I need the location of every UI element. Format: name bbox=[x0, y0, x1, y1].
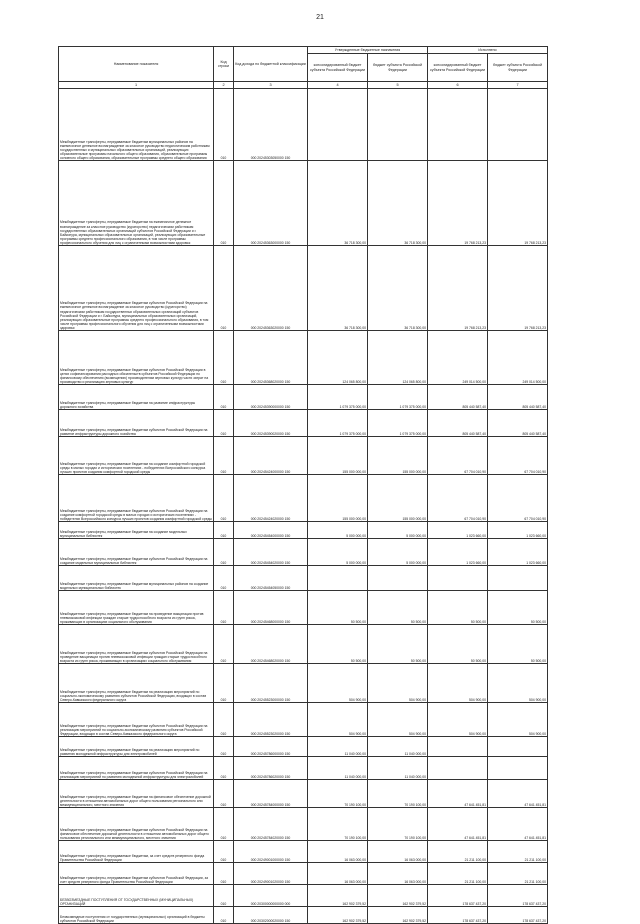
header-executed: Исполнено bbox=[428, 47, 548, 54]
row-executed-consolidated: 805 440 587,40 bbox=[428, 385, 488, 410]
row-approved-consolidated: 11 040 000,00 bbox=[308, 737, 368, 757]
row-approved-subject: 5 000 000,00 bbox=[368, 522, 428, 539]
row-executed-consolidated: 504 900,00 bbox=[428, 664, 488, 703]
table-row bbox=[59, 591, 548, 625]
col-number: 4 bbox=[308, 82, 368, 89]
row-approved-consolidated: 155 000 000,00 bbox=[308, 437, 368, 475]
row-name: Межбюджетные трансферты, передаваемые бюджетам субъектов Российской Федерации на реализацию мероприятий по развитию молодежной инфраструктуры для электромобилей bbox=[59, 757, 214, 780]
row-approved-consolidated: 70 190 100,00 bbox=[308, 780, 368, 808]
row-approved-subject: 5 000 000,00 bbox=[368, 539, 428, 566]
row-executed-subject: 1 023 660,00 bbox=[488, 539, 548, 566]
row-executed-consolidated: 50 500,00 bbox=[428, 591, 488, 625]
row-approved-subject: 11 040 000,00 bbox=[368, 737, 428, 757]
row-code: 010 bbox=[214, 246, 234, 331]
table-row bbox=[59, 664, 548, 703]
row-executed-subject: 504 900,00 bbox=[488, 703, 548, 737]
row-approved-consolidated: 504 900,00 bbox=[308, 703, 368, 737]
row-executed-consolidated: 178 637 437,20 bbox=[428, 907, 488, 924]
row-income-code: 000 20245390000000 150 bbox=[234, 385, 308, 410]
row-approved-subject: 504 900,00 bbox=[368, 664, 428, 703]
row-approved-subject bbox=[368, 89, 428, 161]
row-executed-subject: 249 014 500,00 bbox=[488, 331, 548, 385]
row-executed-subject: 19 768 213,23 bbox=[488, 246, 548, 331]
row-income-code: 000 20245523020000 150 bbox=[234, 703, 308, 737]
row-code: 010 bbox=[214, 737, 234, 757]
table-row bbox=[59, 841, 548, 863]
row-executed-consolidated: 1 023 660,00 bbox=[428, 522, 488, 539]
row-income-code: 000 20302000020000 150 bbox=[234, 907, 308, 924]
row-code: 010 bbox=[214, 703, 234, 737]
row-executed-consolidated: 67 704 010,90 bbox=[428, 437, 488, 475]
row-code: 010 bbox=[214, 664, 234, 703]
row-executed-subject: 19 768 213,23 bbox=[488, 161, 548, 246]
table-row bbox=[59, 885, 548, 907]
row-code: 010 bbox=[214, 780, 234, 808]
row-name: Межбюджетные трансферты, передаваемые бюджетам субъектов Российской Федерации на проведение вакцинации против пневмококковой инфекции граждан старше трудоспособного возраста из групп риска, проживающих в организациях социального обслуживания bbox=[59, 625, 214, 664]
table-row bbox=[59, 539, 548, 566]
row-income-code: 000 20245468020000 150 bbox=[234, 625, 308, 664]
row-name: Межбюджетные трансферты, передаваемые бюджетам субъектов Российской Федерации на финансовое обеспечение дорожной деятельности в отношении автомобильных дорог общего пользования регионального или межмуниципального, местного значения bbox=[59, 808, 214, 841]
row-income-code: 000 20245363000000 150 bbox=[234, 161, 308, 246]
row-name: Межбюджетные трансферты, передаваемые бюджетам на ежемесячное денежное вознаграждение за классное руководство (кураторство) педагогическим работникам государственных образовательных организаций субъектов Российской Федерации и г. Байконура, муниципальных образовательных организаций, реализующих образовательные программы среднего профессионального образования, в том числе программы профессионального обучения для лиц с ограниченными возможностями здоровья bbox=[59, 161, 214, 246]
row-approved-subject bbox=[368, 566, 428, 591]
row-executed-consolidated: 50 500,00 bbox=[428, 625, 488, 664]
row-approved-subject: 1 079 375 000,00 bbox=[368, 410, 428, 437]
row-approved-consolidated: 16 063 000,00 bbox=[308, 841, 368, 863]
row-name: Межбюджетные трансферты, передаваемые бюджетам субъектов Российской Федерации на создание комфортной городской среды в малых городах и исторических поселениях - победителях Всероссийского конкурса лучших проектов создания комфортной городской среды bbox=[59, 475, 214, 522]
row-income-code: 000 20245784020000 150 bbox=[234, 808, 308, 841]
row-code: 010 bbox=[214, 863, 234, 885]
row-approved-consolidated: 70 190 100,00 bbox=[308, 808, 368, 841]
row-code: 010 bbox=[214, 161, 234, 246]
row-executed-consolidated: 1 023 660,00 bbox=[428, 539, 488, 566]
row-code: 010 bbox=[214, 907, 234, 924]
row-approved-subject: 16 063 000,00 bbox=[368, 841, 428, 863]
row-executed-subject: 50 500,00 bbox=[488, 591, 548, 625]
row-approved-subject: 162 902 379,52 bbox=[368, 885, 428, 907]
row-executed-consolidated: 178 637 437,20 bbox=[428, 885, 488, 907]
row-approved-consolidated: 1 079 375 000,00 bbox=[308, 410, 368, 437]
row-approved-subject: 155 000 000,00 bbox=[368, 475, 428, 522]
row-approved-consolidated: 5 000 000,00 bbox=[308, 539, 368, 566]
row-name: Межбюджетные трансферты, передаваемые бюджетам субъектов Российской Федерации на развитие инфраструктуры дорожного хозяйства bbox=[59, 410, 214, 437]
row-executed-subject: 805 440 587,40 bbox=[488, 410, 548, 437]
col-number: 5 bbox=[368, 82, 428, 89]
row-income-code: 000 20245784000000 150 bbox=[234, 780, 308, 808]
row-name: БЕЗВОЗМЕЗДНЫЕ ПОСТУПЛЕНИЯ ОТ ГОСУДАРСТВЕННЫХ (МУНИЦИПАЛЬНЫХ) ОРГАНИЗАЦИЙ bbox=[59, 885, 214, 907]
table-row bbox=[59, 703, 548, 737]
row-executed-subject: 47 641 451,81 bbox=[488, 808, 548, 841]
row-income-code: 000 20245523000000 150 bbox=[234, 664, 308, 703]
row-income-code: 000 20245468000000 150 bbox=[234, 591, 308, 625]
row-name: Межбюджетные трансферты, передаваемые бюджетам субъектов Российской Федерации на ежемесячное денежное вознаграждение за классное руководство (кураторство) педагогическим работникам государственных образовательных организаций субъектов Российской Федерации и г. Байконура, муниципальных образовательных организаций, реализующих образовательные программы среднего профессионального образования, в том числе программы профессионального обучения для лиц с ограниченными возможностями здоровья bbox=[59, 246, 214, 331]
row-name: Межбюджетные трансферты, передаваемые бюджетам на создание модельных муниципальных библиотек bbox=[59, 522, 214, 539]
table-row bbox=[59, 737, 548, 757]
row-income-code: 000 20245454020000 150 bbox=[234, 539, 308, 566]
header-code: Код строки bbox=[214, 47, 234, 82]
row-name: Межбюджетные трансферты, передаваемые бюджетам муниципальных районов на создание модельных муниципальных библиотек bbox=[59, 566, 214, 591]
row-executed-consolidated bbox=[428, 89, 488, 161]
row-name: Межбюджетные трансферты, передаваемые бюджетам субъектов Российской Федерации на создание модельных муниципальных библиотек bbox=[59, 539, 214, 566]
row-code: 010 bbox=[214, 410, 234, 437]
row-code: 010 bbox=[214, 331, 234, 385]
row-executed-consolidated bbox=[428, 757, 488, 780]
row-approved-consolidated: 50 500,00 bbox=[308, 591, 368, 625]
row-approved-subject: 16 063 000,00 bbox=[368, 863, 428, 885]
row-code: 010 bbox=[214, 385, 234, 410]
table-row bbox=[59, 475, 548, 522]
row-income-code: 000 20300000000000 000 bbox=[234, 885, 308, 907]
row-name: Межбюджетные трансферты, передаваемые бюджетам на создание комфортной городской среды в малых городах и исторических поселениях - победителях Всероссийского конкурса лучших проектов создания комфортной городской среды bbox=[59, 437, 214, 475]
row-approved-subject: 50 500,00 bbox=[368, 591, 428, 625]
row-name: Безвозмездные поступления от государственных (муниципальных) организаций в бюджеты субъектов Российской Федерации bbox=[59, 907, 214, 924]
row-approved-subject: 50 500,00 bbox=[368, 625, 428, 664]
row-income-code: 000 20245454050000 150 bbox=[234, 566, 308, 591]
row-executed-subject bbox=[488, 566, 548, 591]
row-executed-consolidated: 47 641 451,81 bbox=[428, 808, 488, 841]
row-approved-consolidated: 162 902 379,52 bbox=[308, 885, 368, 907]
row-executed-consolidated bbox=[428, 737, 488, 757]
row-code: 010 bbox=[214, 539, 234, 566]
header-subject-executed: бюджет субъекта Российской Федерации bbox=[488, 54, 548, 82]
row-code: 010 bbox=[214, 757, 234, 780]
row-approved-consolidated: 5 000 000,00 bbox=[308, 522, 368, 539]
row-approved-subject: 162 902 379,52 bbox=[368, 907, 428, 924]
table-row bbox=[59, 410, 548, 437]
row-executed-subject bbox=[488, 89, 548, 161]
row-code: 010 bbox=[214, 808, 234, 841]
table-row bbox=[59, 437, 548, 475]
table-row bbox=[59, 385, 548, 410]
row-income-code: 000 20245786000000 150 bbox=[234, 737, 308, 757]
col-number: 7 bbox=[488, 82, 548, 89]
row-code: 010 bbox=[214, 625, 234, 664]
header-name: Наименование показателя bbox=[59, 47, 214, 82]
row-approved-consolidated: 11 040 000,00 bbox=[308, 757, 368, 780]
row-executed-consolidated: 504 900,00 bbox=[428, 703, 488, 737]
row-name: Межбюджетные трансферты, передаваемые бюджетам муниципальных районов на ежемесячное денежное вознаграждение за классное руководство педагогическим работникам государственных и муниципальных образовательных организаций, реализующих образовательные программы начального общего образования, образовательные программы основного общего образования, образовательные программы среднего общего образования bbox=[59, 89, 214, 161]
row-executed-consolidated: 805 440 587,40 bbox=[428, 410, 488, 437]
row-income-code: 000 20245390020000 150 bbox=[234, 410, 308, 437]
row-income-code: 000 20245303050000 150 bbox=[234, 89, 308, 161]
row-approved-consolidated: 36 718 300,00 bbox=[308, 246, 368, 331]
row-executed-subject: 50 500,00 bbox=[488, 625, 548, 664]
row-approved-consolidated: 50 500,00 bbox=[308, 625, 368, 664]
row-approved-consolidated bbox=[308, 566, 368, 591]
table-row bbox=[59, 522, 548, 539]
table-row bbox=[59, 89, 548, 161]
row-income-code: 000 20245424020000 150 bbox=[234, 475, 308, 522]
row-code: 010 bbox=[214, 841, 234, 863]
row-name: Межбюджетные трансферты, передаваемые бюджетам на реализацию мероприятий по социально-экономическому развитию субъектов Российской Федерации, входящих в состав Северо-Кавказского федерального округа bbox=[59, 664, 214, 703]
row-executed-consolidated: 21 211 100,00 bbox=[428, 841, 488, 863]
table-row bbox=[59, 246, 548, 331]
row-name: Межбюджетные трансферты, передаваемые бюджетам на развитие инфраструктуры дорожного хозяйства bbox=[59, 385, 214, 410]
row-executed-subject: 47 641 451,81 bbox=[488, 780, 548, 808]
col-number: 6 bbox=[428, 82, 488, 89]
row-code: 010 bbox=[214, 566, 234, 591]
row-executed-subject: 178 637 437,20 bbox=[488, 907, 548, 924]
table-row bbox=[59, 863, 548, 885]
table-row bbox=[59, 808, 548, 841]
row-executed-consolidated: 47 641 451,81 bbox=[428, 780, 488, 808]
row-executed-consolidated bbox=[428, 566, 488, 591]
col-number: 3 bbox=[234, 82, 308, 89]
row-name: Межбюджетные трансферты, передаваемые бюджетам, за счет средств резервного фонда Правительства Российской Федерации bbox=[59, 841, 214, 863]
row-executed-subject: 21 211 100,00 bbox=[488, 863, 548, 885]
row-income-code: 000 20245363020000 150 bbox=[234, 246, 308, 331]
row-executed-consolidated: 67 704 010,90 bbox=[428, 475, 488, 522]
header-income-code: Код дохода по бюджетной классификации bbox=[234, 47, 308, 82]
row-executed-subject: 67 704 010,90 bbox=[488, 437, 548, 475]
row-income-code: 000 20249001000000 150 bbox=[234, 841, 308, 863]
row-approved-subject: 11 040 000,00 bbox=[368, 757, 428, 780]
row-approved-subject: 70 190 100,00 bbox=[368, 780, 428, 808]
row-code: 010 bbox=[214, 437, 234, 475]
table-row bbox=[59, 757, 548, 780]
row-approved-consolidated: 124 065 800,00 bbox=[308, 331, 368, 385]
row-executed-subject: 178 637 437,20 bbox=[488, 885, 548, 907]
row-approved-consolidated bbox=[308, 89, 368, 161]
header-consolidated-approved: консолидированный бюджет субъекта Российской Федерации bbox=[308, 54, 368, 82]
row-name: Межбюджетные трансферты, передаваемые бюджетам субъектов Российской Федерации на реализацию мероприятий по социально-экономическому развитию субъектов Российской Федерации, входящих в состав Северо-Кавказского федерального округа bbox=[59, 703, 214, 737]
row-name: Межбюджетные трансферты, передаваемые бюджетам на финансовое обеспечение дорожной деятельности в отношении автомобильных дорог общего пользования регионального или межмуниципального, местного значения bbox=[59, 780, 214, 808]
row-code: 010 bbox=[214, 522, 234, 539]
row-approved-consolidated: 162 902 379,52 bbox=[308, 907, 368, 924]
row-executed-subject: 805 440 587,40 bbox=[488, 385, 548, 410]
row-approved-consolidated: 36 718 300,00 bbox=[308, 161, 368, 246]
table-body bbox=[59, 89, 548, 924]
row-name: Межбюджетные трансферты, передаваемые бюджетам субъектов Российской Федерации в целях софинансирования расходных обязательств субъектов Российской Федерации по финансовому обеспечению (возмещению) производителям зерновых культур части затрат на производство и реализацию зерновых культур bbox=[59, 331, 214, 385]
col-number: 1 bbox=[59, 82, 214, 89]
table-row bbox=[59, 780, 548, 808]
table-row bbox=[59, 161, 548, 246]
row-name: Межбюджетные трансферты, передаваемые бюджетам на реализацию мероприятий по развитию молодежной инфраструктуры для электромобилей bbox=[59, 737, 214, 757]
row-income-code: 000 20245424000000 150 bbox=[234, 437, 308, 475]
row-executed-subject: 504 900,00 bbox=[488, 664, 548, 703]
row-approved-consolidated: 16 063 000,00 bbox=[308, 863, 368, 885]
row-approved-subject: 124 065 800,00 bbox=[368, 331, 428, 385]
row-code: 010 bbox=[214, 475, 234, 522]
row-income-code: 000 20245786020000 150 bbox=[234, 757, 308, 780]
row-approved-consolidated: 504 900,00 bbox=[308, 664, 368, 703]
page-number: 21 bbox=[316, 14, 324, 21]
row-executed-subject: 67 704 010,90 bbox=[488, 475, 548, 522]
row-executed-subject: 21 211 100,00 bbox=[488, 841, 548, 863]
row-executed-subject: 1 023 660,00 bbox=[488, 522, 548, 539]
header-approved: Утвержденные бюджетные назначения bbox=[308, 47, 428, 54]
table-row bbox=[59, 331, 548, 385]
row-executed-consolidated: 19 768 213,23 bbox=[428, 246, 488, 331]
column-numbers-row bbox=[59, 82, 548, 89]
row-approved-subject: 1 079 375 000,00 bbox=[368, 385, 428, 410]
header-consolidated-executed: консолидированный бюджет субъекта Российской Федерации bbox=[428, 54, 488, 82]
row-income-code: 000 20245454000000 150 bbox=[234, 522, 308, 539]
table-row bbox=[59, 907, 548, 924]
row-executed-consolidated: 21 211 100,00 bbox=[428, 863, 488, 885]
row-code: 010 bbox=[214, 591, 234, 625]
table-row bbox=[59, 566, 548, 591]
row-name: Межбюджетные трансферты, передаваемые бюджетам на проведение вакцинации против пневмококковой инфекции граждан старше трудоспособного возраста из групп риска, проживающих в организациях социального обслуживания bbox=[59, 591, 214, 625]
row-approved-subject: 36 718 300,00 bbox=[368, 246, 428, 331]
row-code: 010 bbox=[214, 89, 234, 161]
header-subject-approved: бюджет субъекта Российской Федерации bbox=[368, 54, 428, 82]
row-income-code: 000 20245368020000 150 bbox=[234, 331, 308, 385]
row-executed-consolidated: 19 768 213,23 bbox=[428, 161, 488, 246]
table-row bbox=[59, 625, 548, 664]
row-name: Межбюджетные трансферты, передаваемые бюджетам субъектов Российской Федерации, за счет средств резервного фонда Правительства Российской Федерации bbox=[59, 863, 214, 885]
row-approved-subject: 504 900,00 bbox=[368, 703, 428, 737]
row-approved-consolidated: 1 079 375 000,00 bbox=[308, 385, 368, 410]
row-approved-subject: 155 000 000,00 bbox=[368, 437, 428, 475]
col-number: 2 bbox=[214, 82, 234, 89]
row-executed-consolidated: 249 014 500,00 bbox=[428, 331, 488, 385]
row-income-code: 000 20249001020000 150 bbox=[234, 863, 308, 885]
budget-table bbox=[58, 46, 548, 924]
row-executed-subject bbox=[488, 737, 548, 757]
row-approved-subject: 70 190 100,00 bbox=[368, 808, 428, 841]
row-executed-subject bbox=[488, 757, 548, 780]
row-approved-consolidated: 155 000 000,00 bbox=[308, 475, 368, 522]
row-approved-subject: 36 718 300,00 bbox=[368, 161, 428, 246]
row-code: 010 bbox=[214, 885, 234, 907]
